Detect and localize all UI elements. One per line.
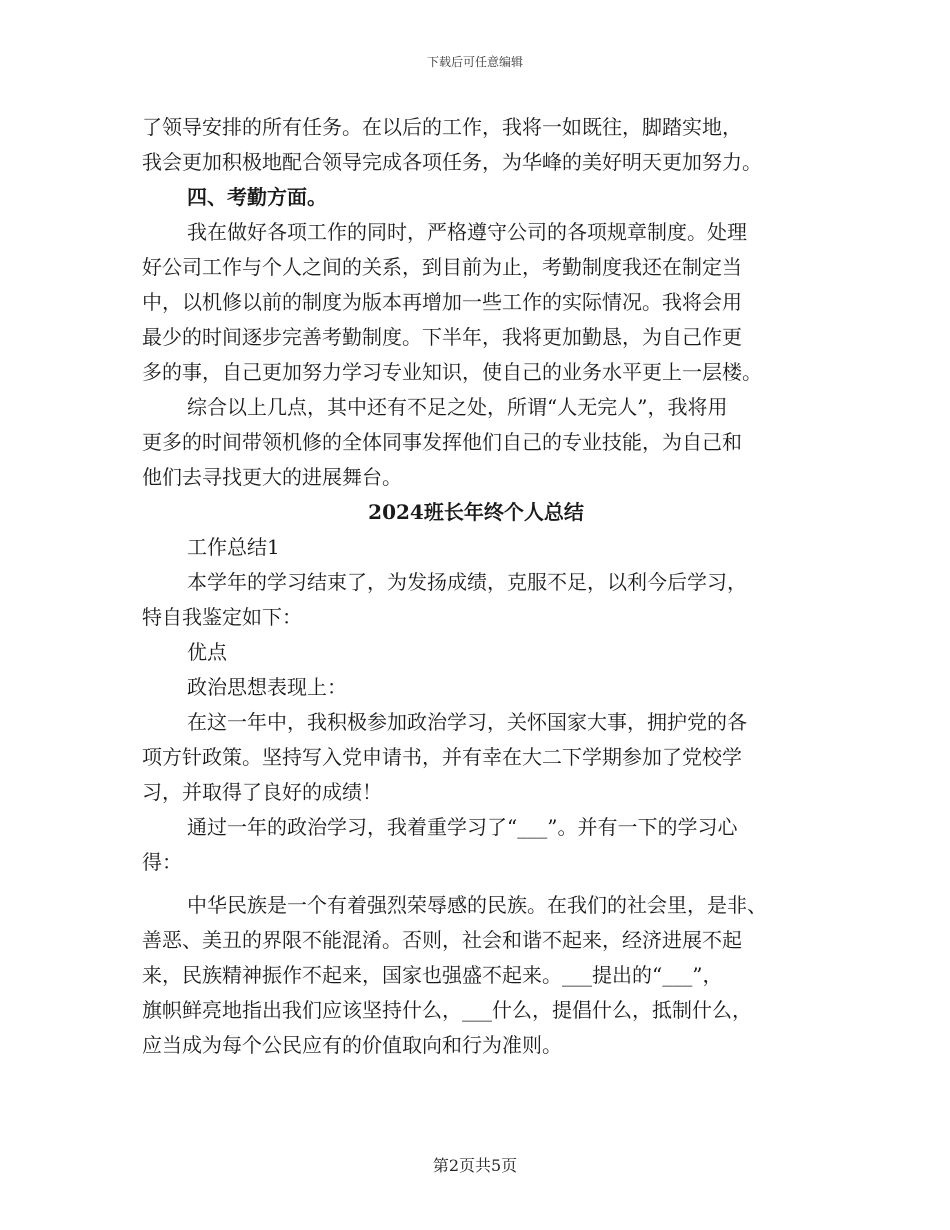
paragraph-line: 他们去寻找更大的进展舞台。 — [142, 465, 402, 489]
paragraph-line: 更多的时间带领机修的全体同事发挥他们自己的专业技能，为自己和 — [142, 430, 742, 454]
paragraph-line: 来，民族精神振作不起来，国家也强盛不起来。___提出的“___”， — [142, 963, 723, 987]
paragraph-line: 综合以上几点，其中还有不足之处，所谓“人无完人”，我将用 — [187, 395, 728, 419]
subheading: 工作总结1 — [187, 535, 280, 559]
subheading: 优点 — [187, 640, 227, 664]
paragraph-line: 特自我鉴定如下： — [142, 605, 302, 629]
paragraph-line: 好公司工作与个人之间的关系，到目前为止，考勤制度我还在制定当 — [142, 255, 742, 279]
paragraph-line: 得： — [142, 850, 182, 874]
paragraph-gap — [142, 880, 810, 888]
paragraph-line: 在这一年中，我积极参加政治学习，关怀国家大事，拥护党的各 — [187, 710, 747, 734]
paragraph-line: 习，并取得了良好的成绩！ — [142, 780, 382, 804]
paragraph-line: 旗帜鲜亮地指出我们应该坚持什么，___什么，提倡什么，抵制什么， — [142, 998, 752, 1022]
paragraph-line: 了领导安排的所有任务。在以后的工作，我将一如既往，脚踏实地， — [142, 115, 742, 139]
paragraph-line: 应当成为每个公民应有的价值取向和行为准则。 — [142, 1033, 562, 1057]
paragraph-line: 多的事，自己更加努力学习专业知识，使自己的业务水平更上一层楼。 — [142, 360, 762, 384]
subheading: 政治思想表现上： — [187, 675, 347, 699]
page-footer: 第2页共5页 — [432, 1156, 518, 1175]
paragraph-line: 中，以机修以前的制度为版本再增加一些工作的实际情况。我将会用 — [142, 290, 742, 314]
document-title: 2024班长年终个人总结 — [368, 500, 584, 524]
paragraph-line: 项方针政策。坚持写入党申请书，并有幸在大二下学期参加了党校学 — [142, 745, 742, 769]
paragraph-line: 通过一年的政治学习，我着重学习了“___”。并有一下的学习心 — [187, 815, 738, 839]
paragraph-line: 本学年的学习结束了，为发扬成绩，克服不足，以利今后学习， — [187, 570, 747, 594]
page-header: 下载后可任意编辑 — [426, 55, 523, 69]
document-body — [142, 110, 810, 1063]
paragraph-line: 最少的时间逐步完善考勤制度。下半年，我将更加勤恳，为自己作更 — [142, 325, 742, 349]
paragraph-line: 善恶、美丑的界限不能混淆。否则，社会和谐不起来，经济进展不起 — [142, 928, 742, 952]
paragraph-line: 我在做好各项工作的同时，严格遵守公司的各项规章制度。处理 — [187, 220, 747, 244]
section-heading: 四、考勤方面。 — [187, 185, 327, 209]
paragraph-line: 我会更加积极地配合领导完成各项任务，为华峰的美好明天更加努力。 — [142, 150, 762, 174]
paragraph-line: 中华民族是一个有着强烈荣辱感的民族。在我们的社会里，是非、 — [187, 893, 767, 917]
